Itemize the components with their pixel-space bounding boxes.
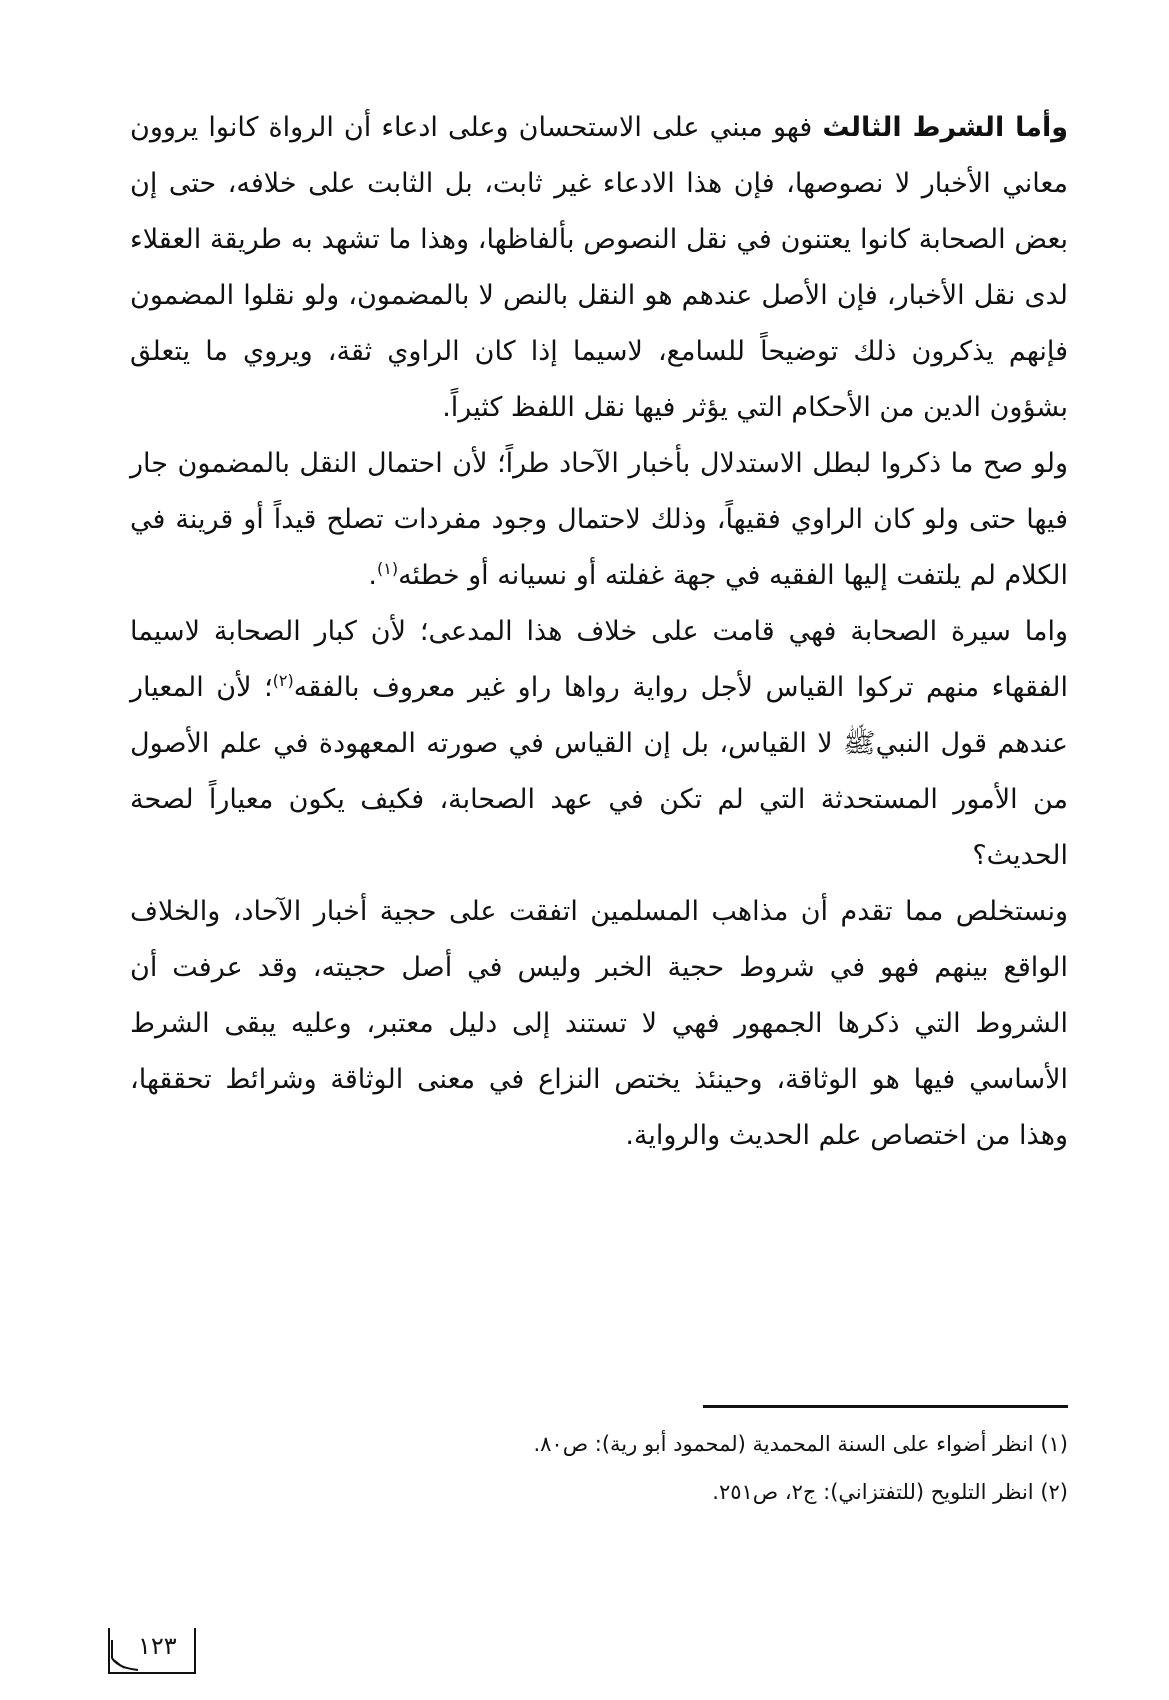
paragraph-3	[130, 604, 1068, 884]
paragraph-1-lead: وأما الشرط الثالث	[822, 112, 1068, 143]
page-number-frame	[108, 1628, 196, 1674]
footnote-divider	[703, 1405, 1068, 1408]
footnote-2: (٢) انظر التلويح (للتفتزاني): ج٢، ص٢٥١.	[712, 1480, 1068, 1504]
page-body	[130, 100, 1068, 1164]
paragraph-2-text: ولو صح ما ذكروا لبطل الاستدلال بأخبار الآحاد طراً؛ لأن احتمال النقل بالمضمون جار فيها حتى ولو كان الراوي فقيهاً، وذلك لاحتمال وجود مفردات تصلح قيداً أو قرينة في الكلام لم يلتفت إليها الفقيه في جهة غفلته أو نسيانه أو خطئه	[130, 448, 1068, 591]
paragraph-3-text: واما سيرة الصحابة فهي قامت على خلاف هذا المدعى؛ لأن كبار الصحابة لاسيما الفقهاء منهم تركوا القياس لأجل رواية رواها راو غير معروف بالفقه	[130, 616, 1069, 703]
footnotes	[130, 1405, 1068, 1516]
paragraph-2	[130, 436, 1068, 604]
page-number: ١٢٣	[138, 1632, 177, 1660]
paragraph-1-text: فهو مبني على الاستحسان وعلى ادعاء أن الرواة كانوا يروون معاني الأخبار لا نصوصها، فإن هذا الادعاء غير ثابت، بل الثابت على خلافه، حتى إن بعض الصحابة كانوا يعتنون في نقل النصوص بألفاظها، وهذا ما تشهد به طريقة العقلاء لدى نقل الأخبار، فإن الأصل عندهم هو النقل بالنص لا بالمضمون، ولو نقلوا المضمون فإنهم يذكرون ذلك توضيحاً للسامع، لاسيما إذا كان الراوي ثقة، ويروي ما يتعلق بشؤون الدين من الأحكام التي يؤثر فيها نقل اللفظ كثيراً.	[130, 112, 1068, 423]
paragraph-4	[130, 884, 1068, 1164]
paragraph-2-end: .	[368, 560, 377, 591]
footnote-ref-2[interactable]: (٢)	[272, 671, 294, 690]
footnote-1: (١) انظر أضواء على السنة المحمدية (لمحمود أبو رية): ص٨٠.	[533, 1432, 1068, 1456]
paragraph-4-text: ونستخلص مما تقدم أن مذاهب المسلمين اتفقت على حجية أخبار الآحاد، والخلاف الواقع بينهم فهو في شروط حجية الخبر وليس في أصل حجيته، وقد عرفت أن الشروط التي ذكرها الجمهور فهي لا تستند إلى دليل معتبر، وعليه يبقى الشرط الأساسي فيها هو الوثاقة، وحينئذ يختص النزاع في معنى الوثاقة وشرائط تحققها، وهذا من اختصاص علم الحديث والرواية.	[130, 896, 1068, 1151]
footnote-ref-1[interactable]: (١)	[376, 559, 399, 578]
page-curl-icon	[110, 1638, 140, 1672]
paragraph-1	[130, 100, 1068, 436]
paragraph-3-end: ؛ لأن المعيار عندهم قول النبيﷺ لا القياس، بل إن القياس في صورته المعهودة في علم الأصول من الأمور المستحدثة التي لم تكن في عهد الصحابة، فكيف يكون معياراً لصحة الحديث؟	[130, 672, 1068, 871]
